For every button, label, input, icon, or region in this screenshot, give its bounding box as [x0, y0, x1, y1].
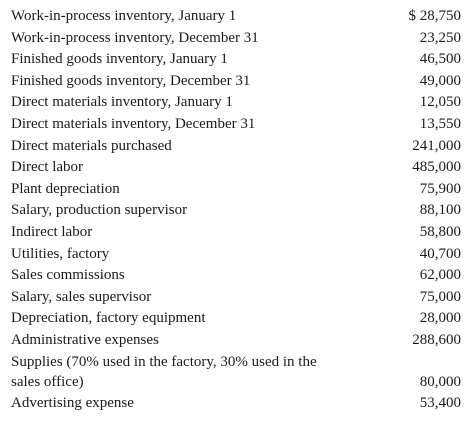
row-value: 88,100 — [419, 202, 461, 219]
table-row — [11, 49, 464, 71]
row-value: 80,000 — [419, 373, 461, 390]
table-row — [11, 28, 464, 50]
table-row — [11, 6, 464, 28]
table-row — [11, 92, 464, 114]
row-value: 49,000 — [419, 72, 461, 89]
row-label: Salary, production supervisor — [11, 202, 188, 219]
table-row — [11, 352, 464, 393]
table-row — [11, 200, 464, 222]
table-row — [11, 287, 464, 309]
row-label: Plant depreciation — [11, 180, 120, 197]
row-label: Finished goods inventory, December 31 — [11, 72, 251, 89]
row-value: 23,250 — [419, 29, 461, 46]
row-label: Finished goods inventory, January 1 — [11, 51, 228, 68]
row-value: 28,000 — [419, 310, 461, 327]
table-row — [11, 393, 464, 415]
row-value: 40,700 — [419, 245, 461, 262]
table-row — [11, 244, 464, 266]
row-label: Sales commissions — [11, 267, 125, 284]
row-value: 46,500 — [419, 51, 461, 68]
row-value: 241,000 — [412, 137, 461, 154]
table-row — [11, 114, 464, 136]
row-value: 288,600 — [412, 331, 461, 348]
row-value: 58,800 — [419, 223, 461, 240]
row-value: 53,400 — [419, 394, 461, 411]
row-value: $ 28,750 — [408, 8, 461, 24]
row-value: 12,050 — [419, 94, 461, 111]
row-label: Work-in-process inventory, December 31 — [11, 29, 259, 46]
row-value: 485,000 — [412, 159, 461, 176]
row-label: Direct materials inventory, December 31 — [11, 115, 256, 132]
row-label: Work-in-process inventory, January 1 — [11, 8, 237, 24]
table-row — [11, 179, 464, 201]
table-row — [11, 330, 464, 352]
row-label: Indirect labor — [11, 223, 93, 240]
row-label: Supplies (70% used in the factory, 30% used in the sales office) — [11, 353, 317, 390]
row-label: Administrative expenses — [11, 331, 159, 348]
row-value: 62,000 — [419, 267, 461, 284]
row-label: Direct materials inventory, January 1 — [11, 94, 233, 111]
cost-data-table — [11, 6, 464, 414]
row-value: 13,550 — [419, 115, 461, 132]
table-row — [11, 222, 464, 244]
table-row — [11, 265, 464, 287]
table-row — [11, 157, 464, 179]
row-label: Depreciation, factory equipment — [11, 310, 206, 327]
row-label: Salary, sales supervisor — [11, 288, 152, 305]
row-label: Advertising expense — [11, 394, 134, 411]
row-label: Direct labor — [11, 159, 84, 176]
table-row — [11, 71, 464, 93]
row-value: 75,000 — [419, 288, 461, 305]
table-row — [11, 308, 464, 330]
table-row — [11, 136, 464, 158]
row-value: 75,900 — [419, 180, 461, 197]
row-label: Direct materials purchased — [11, 137, 172, 154]
row-label: Utilities, factory — [11, 245, 110, 262]
